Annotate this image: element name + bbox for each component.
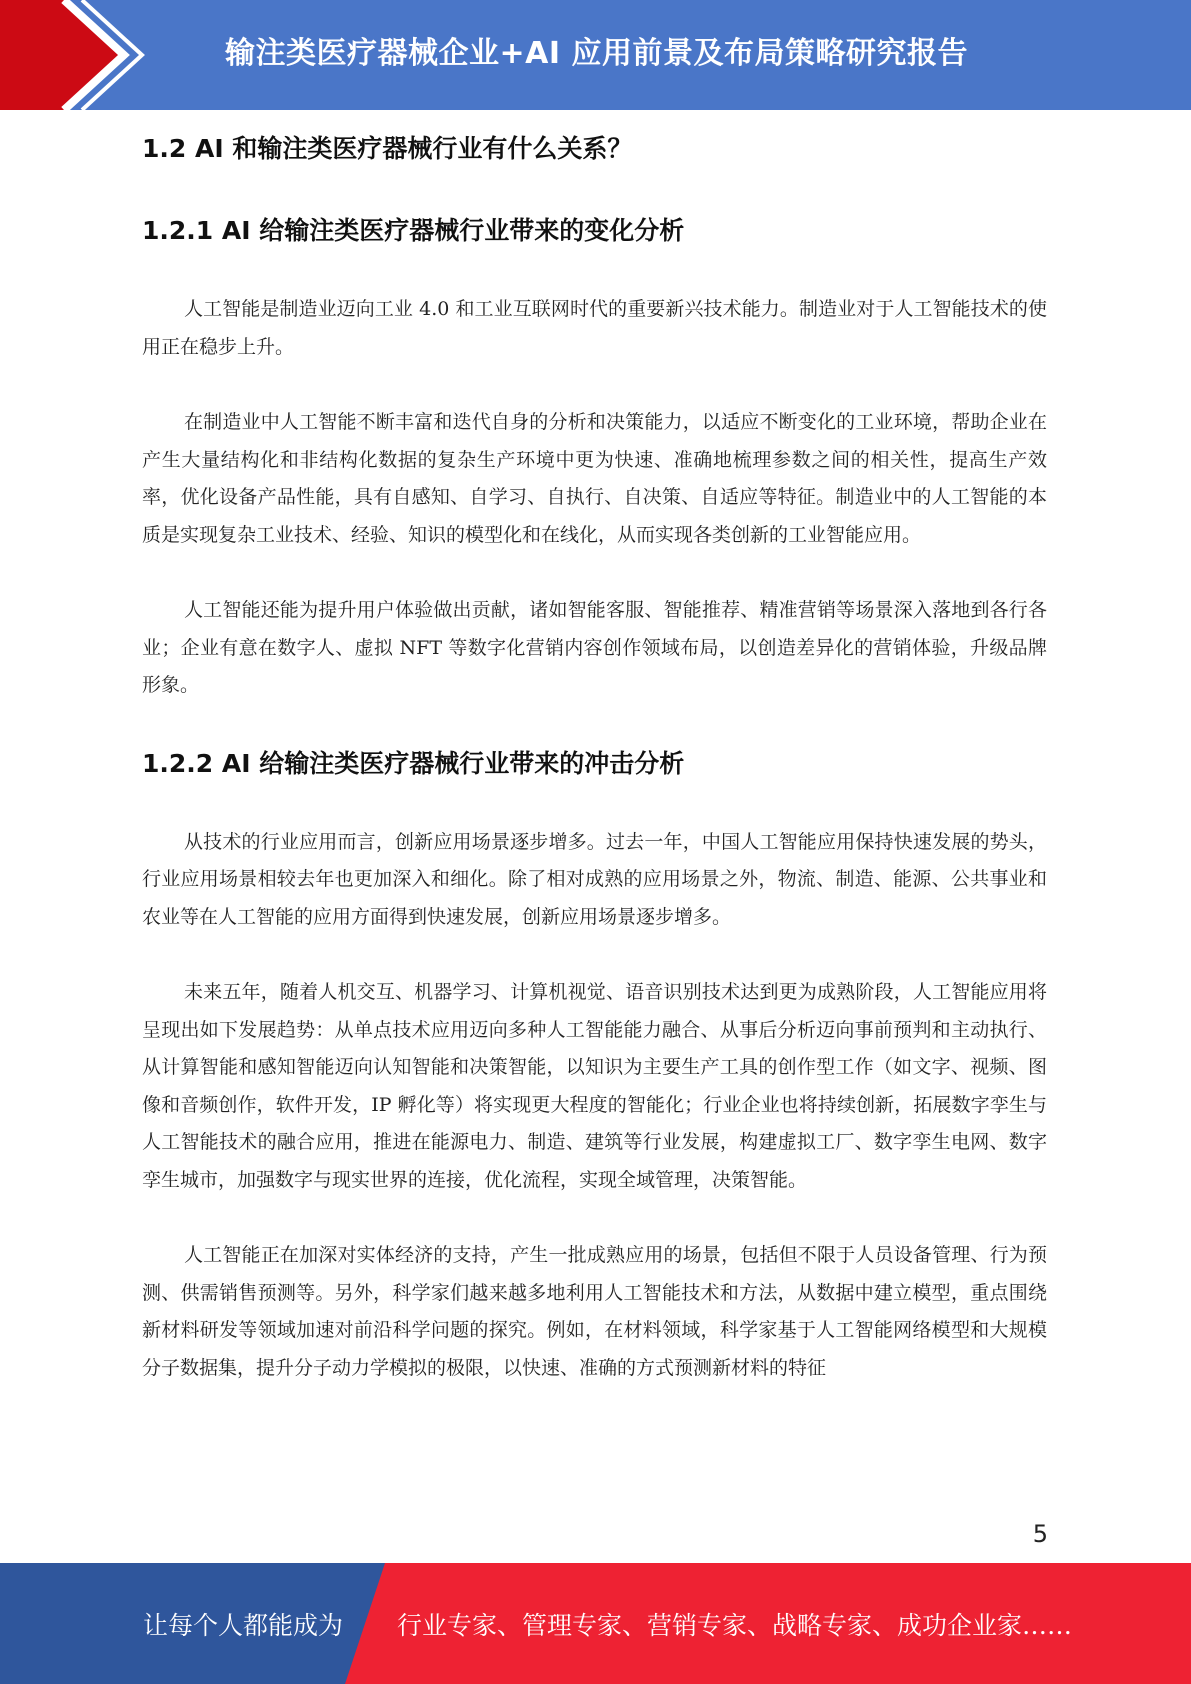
paragraph: 人工智能还能为提升用户体验做出贡献，诸如智能客服、智能推荐、精准营销等场景深入落地到各行各业；企业有意在数字人、虚拟 NFT 等数字化营销内容创作领域布局，以创造差异化的营销体验，升级品牌形象。	[142, 599, 1047, 696]
paragraph: 人工智能正在加深对实体经济的支持，产生一批成熟应用的场景，包括但不限于人员设备管理、行为预测、供需销售预测等。另外，科学家们越来越多地利用人工智能技术和方法，从数据中建立模型，重点围绕新材料研发等领域加速对前沿科学问题的探究。例如，在材料领域，科学家基于人工智能网络模型和大规模分子数据集，提升分子动力学模拟的极限，以快速、准确的方式预测新材料的特征	[142, 1244, 1047, 1379]
page-number: 5	[1032, 1520, 1048, 1548]
subsection-heading-1: 1.2.1 AI 给输注类医疗器械行业带来的变化分析	[142, 216, 685, 245]
page-header	[0, 0, 1191, 110]
header-chevron-decoration	[0, 0, 160, 110]
paragraph: 未来五年，随着人机交互、机器学习、计算机视觉、语音识别技术达到更为成熟阶段，人工智能应用将呈现出如下发展趋势：从单点技术应用迈向多种人工智能能力融合、从事后分析迈向事前预判和主动执行、从计算智能和感知智能迈向认知智能和决策智能，以知识为主要生产工具的创作型工作（如文字、视频、图像和音频创作，软件开发，IP 孵化等）将实现更大程度的智能化；行业企业也将持续创新，拓展数字孪生与人工智能技术的融合应用，推进在能源电力、制造、建筑等行业发展，构建虚拟工厂、数字孪生电网、数字孪生城市，加强数字与现实世界的连接，优化流程，实现全域管理，决策智能。	[142, 981, 1047, 1191]
main-content	[142, 128, 1047, 1387]
footer-slogan-left: 让每个人都能成为	[143, 1611, 344, 1640]
subsection-heading-2: 1.2.2 AI 给输注类医疗器械行业带来的冲击分析	[142, 748, 685, 778]
paragraph: 人工智能是制造业迈向工业 4.0 和工业互联网时代的重要新兴技术能力。制造业对于人工智能技术的使用正在稳步上升。	[142, 298, 1047, 358]
paragraph: 在制造业中人工智能不断丰富和迭代自身的分析和决策能力，以适应不断变化的工业环境，帮助企业在产生大量结构化和非结构化数据的复杂生产环境中更为快速、准确地梳理参数之间的相关性，提高生产效率，优化设备产品性能，具有自感知、自学习、自执行、自决策、自适应等特征。制造业中的人工智能的本质是实现复杂工业技术、经验、知识的模型化和在线化，从而实现各类创新的工业智能应用。	[142, 411, 1047, 546]
section-heading: 1.2 AI 和输注类医疗器械行业有什么关系？	[142, 134, 633, 163]
footer-slogan-right: 行业专家、管理专家、营销专家、战略专家、成功企业家……	[397, 1611, 1073, 1640]
report-title: 输注类医疗器械企业+AI 应用前景及布局策略研究报告	[225, 36, 968, 71]
page-footer	[0, 1563, 1191, 1684]
paragraph: 从技术的行业应用而言，创新应用场景逐步增多。过去一年，中国人工智能应用保持快速发展的势头，行业应用场景相较去年也更加深入和细化。除了相对成熟的应用场景之外，物流、制造、能源、公共事业和农业等在人工智能的应用方面得到快速发展，创新应用场景逐步增多。	[142, 830, 1047, 928]
